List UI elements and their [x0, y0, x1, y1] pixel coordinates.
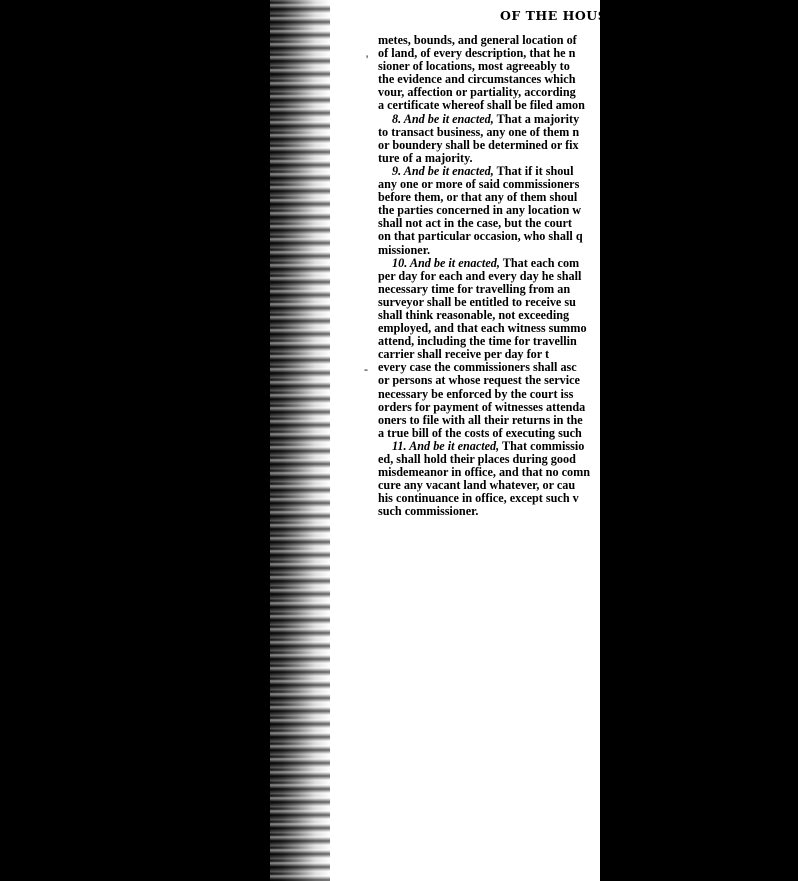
- line-text: of land, of every description, that he n: [378, 46, 576, 61]
- line-text: oners to file with all their returns in the: [378, 412, 583, 427]
- line-text: on that particular occasion, who shall q: [378, 229, 583, 244]
- margin-mark: -: [364, 362, 368, 376]
- line-text: carrier shall receive per day for t: [378, 347, 550, 362]
- line-text: surveyor shall be entitled to receive su: [378, 294, 576, 309]
- section-lead: 10. And be it enacted,: [392, 255, 500, 270]
- scan-gutter: [0, 0, 290, 881]
- line-text: shall think reasonable, not exceeding: [378, 307, 570, 322]
- line-text: shall not act in the case, but the court: [378, 216, 572, 231]
- line-text: ed, shall hold their places during good: [378, 452, 576, 466]
- line-text: the parties concerned in any location w: [378, 203, 582, 218]
- line-text: or persons at whose request the service: [378, 373, 580, 388]
- scan-page-edge: [270, 0, 330, 881]
- line-text: necessary be enforced by the court iss: [378, 386, 574, 401]
- running-head: OF THE HOUSE: [500, 8, 618, 23]
- section-lead: 8. And be it enacted,: [392, 111, 494, 126]
- text-line: [378, 505, 798, 518]
- line-text: the evidence and circumstances which: [378, 72, 576, 87]
- section-lead: 11. And be it enacted,: [392, 438, 500, 453]
- line-text: or boundery shall be determined or fix: [378, 137, 579, 152]
- section-lead: 9. And be it enacted,: [392, 163, 494, 178]
- line-text: That commissio: [499, 438, 585, 453]
- line-text: missioner.: [378, 242, 431, 257]
- line-text: sioner of locations, most agreeably to: [378, 59, 570, 74]
- margin-mark: ': [366, 52, 369, 66]
- line-text: per day for each and every day he shall: [378, 268, 582, 283]
- line-text: cure any vacant land whatever, or cau: [378, 478, 576, 493]
- line-text: a true bill of the costs of executing such: [378, 425, 582, 440]
- line-text: necessary time for travelling from an: [378, 281, 571, 296]
- line-text: his continuance in office, except such v: [378, 491, 579, 506]
- line-text: employed, and that each witness summo: [378, 321, 587, 336]
- body-text: [378, 34, 798, 518]
- line-text: before them, or that any of them shoul: [378, 190, 578, 205]
- line-text: any one or more of said commissioners: [378, 177, 580, 192]
- line-text: every case the commissioners shall asc: [378, 360, 577, 375]
- line-text: ture of a majority.: [378, 150, 473, 165]
- line-text: That a majority: [493, 111, 580, 126]
- text-line: [378, 230, 798, 243]
- line-text: to transact business, any one of them n: [378, 124, 580, 139]
- line-text: attend, including the time for travellin: [378, 334, 577, 349]
- line-text: misdemeanor in office, and that no comn: [378, 465, 591, 480]
- line-text: metes, bounds, and general location of: [378, 33, 577, 47]
- line-text: a certificate whereof shall be filed amon: [378, 98, 585, 113]
- line-text: orders for payment of witnesses attenda: [378, 399, 586, 414]
- line-text: vour, affection or partiality, according: [378, 85, 576, 100]
- document-page: [330, 0, 618, 881]
- line-text: That if it shoul: [493, 163, 574, 178]
- line-text: such commissioner.: [378, 504, 479, 519]
- line-text: That each com: [499, 255, 580, 270]
